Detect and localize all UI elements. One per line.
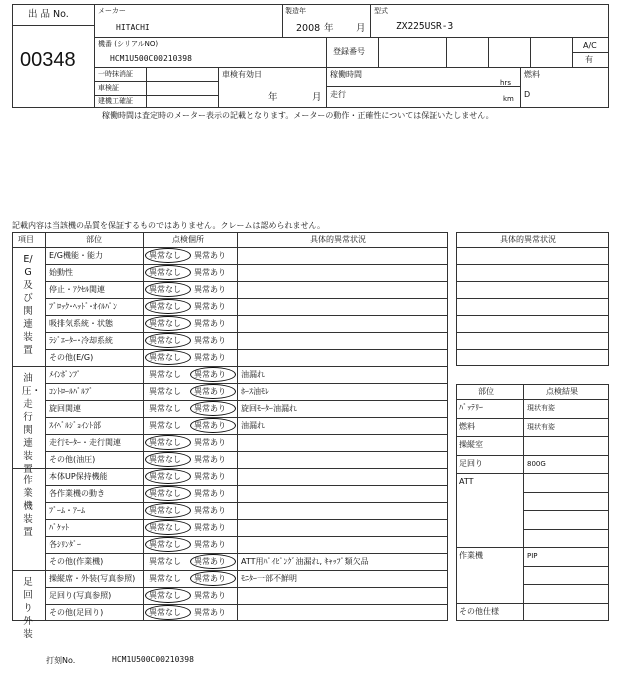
check-option-ok[interactable]: 異常なし xyxy=(149,455,181,464)
check-option-ok[interactable]: 異常なし xyxy=(149,387,181,396)
check-option-ok[interactable]: 異常なし xyxy=(149,540,181,549)
maker-value: HITACHI xyxy=(116,23,150,32)
table-row-part: その他(足回り) xyxy=(49,608,104,617)
table-row-part: ﾊﾞｹｯﾄ xyxy=(49,523,69,532)
check-option-ok[interactable]: 異常なし xyxy=(149,506,181,515)
group-label: 足回り外装 xyxy=(23,577,33,640)
check-option-ng[interactable]: 異常あり xyxy=(194,268,226,277)
valid-date-label: 車検有効日 xyxy=(222,70,262,79)
table-row-part: 各作業機の動き xyxy=(49,489,105,498)
check-option-ng[interactable]: 異常あり xyxy=(194,574,226,583)
ac-value: 有 xyxy=(585,55,593,64)
table-row-part: 本体UP保持機能 xyxy=(49,472,108,481)
check-option-ok[interactable]: 異常なし xyxy=(149,285,181,294)
serial-value: HCM1U500C00210398 xyxy=(110,54,192,63)
table-row-part: その他(油圧) xyxy=(49,455,96,464)
table-row-part: その他(作業機) xyxy=(49,557,104,566)
group-label: 油圧・走行関連装置 xyxy=(22,373,42,475)
check-option-ng[interactable]: 異常あり xyxy=(194,472,226,481)
check-option-ok[interactable]: 異常なし xyxy=(149,336,181,345)
side-row-result: 800G xyxy=(527,459,546,468)
maker-label: メーカー xyxy=(98,7,126,15)
valid-month-unit: 月 xyxy=(312,92,322,103)
travel-unit: km xyxy=(503,95,514,103)
check-option-ng[interactable]: 異常あり xyxy=(194,336,226,345)
check-option-ng[interactable]: 異常あり xyxy=(194,353,226,362)
stamp-value: HCM1U500C00210398 xyxy=(112,655,194,664)
check-option-ng[interactable]: 異常あり xyxy=(194,489,226,498)
table-row-part: ﾒｲﾝﾎﾟﾝﾌﾟ xyxy=(49,370,81,379)
table-row-part: ﾌﾞﾛｯｸ･ﾍｯﾄﾞ･ｵｲﾙﾊﾟﾝ xyxy=(49,302,117,311)
table-row-part: 走行ﾓｰﾀｰ・走行関連 xyxy=(49,438,121,447)
table-row-part: 操縦席・外装(写真参照) xyxy=(49,574,136,583)
side-row-part: その他仕様 xyxy=(459,606,499,616)
side-row-part: 作業機 xyxy=(459,551,483,560)
group-label: 作業機装置 xyxy=(23,475,33,538)
selected-circle xyxy=(190,367,236,382)
selected-circle xyxy=(145,435,191,450)
table-row-part: ｽｲﾍﾞﾙｼﾞｮｲﾝﾄ部 xyxy=(49,421,101,430)
side-row-part: 足回り xyxy=(459,458,483,468)
selected-circle xyxy=(145,537,191,552)
side-detail-header: 具体的異常状況 xyxy=(500,235,556,244)
table-row-part: 足回り(写真参照) xyxy=(49,591,112,600)
check-option-ng[interactable]: 異常あり xyxy=(194,404,226,413)
lot-label: 出 品 No. xyxy=(28,9,69,20)
table-row-detail: 旋回ﾓｰﾀｰ油漏れ xyxy=(241,404,297,413)
side-row-result: 現状有姿 xyxy=(527,422,555,431)
selected-circle xyxy=(145,503,191,518)
selected-circle xyxy=(145,469,191,484)
valid-year-unit: 年 xyxy=(268,92,278,103)
lot-number: 00348 xyxy=(20,49,76,71)
check-option-ok[interactable]: 異常なし xyxy=(149,472,181,481)
month-unit: 月 xyxy=(356,23,366,34)
check-option-ok[interactable]: 異常なし xyxy=(149,302,181,311)
table-row-part: 旋回関連 xyxy=(49,404,81,413)
header-detail: 具体的異常状況 xyxy=(310,235,366,244)
check-option-ng[interactable]: 異常あり xyxy=(194,251,226,260)
side-row-part: ATT xyxy=(459,477,474,486)
table-row-detail: 油漏れ xyxy=(241,421,265,430)
header-item: 項目 xyxy=(18,235,34,244)
table-row-part: 始動性 xyxy=(49,268,73,277)
check-option-ng[interactable]: 異常あり xyxy=(194,540,226,549)
table-row-part: E/G機能・能力 xyxy=(49,251,103,260)
model-label: 型式 xyxy=(374,7,388,15)
check-option-ok[interactable]: 異常なし xyxy=(149,574,181,583)
fuel-value: D xyxy=(524,90,531,99)
group-label: E/G及び関連装置 xyxy=(23,254,33,356)
table-row-part: ﾌﾞｰﾑ・ｱｰﾑ xyxy=(49,506,85,515)
selected-circle xyxy=(145,299,191,314)
check-option-ok[interactable]: 異常なし xyxy=(149,353,181,362)
table-row-detail: ATT用ﾊﾟｲﾋﾟﾝｸﾞ油漏れ, ｷｬｯﾌﾟ類欠品 xyxy=(241,557,369,566)
check-option-ng[interactable]: 異常あり xyxy=(194,438,226,447)
selected-circle xyxy=(190,418,236,433)
selected-circle xyxy=(145,605,191,620)
registration-label: 登録番号 xyxy=(333,47,365,56)
check-option-ng[interactable]: 異常あり xyxy=(194,455,226,464)
table-row-part: 各ｼﾘﾝﾀﾞｰ xyxy=(49,540,81,549)
table-row-part: その他(E/G) xyxy=(49,353,94,362)
table-row-part: ﾗｼﾞｴｰﾀｰ･冷却系統 xyxy=(49,336,113,345)
side-row-result: PIP xyxy=(527,552,538,560)
check-option-ng[interactable]: 異常あり xyxy=(194,302,226,311)
table-row-detail: ﾓﾆﾀｰ一部不鮮明 xyxy=(241,574,297,583)
side-row-result: 現状有姿 xyxy=(527,404,555,412)
selected-circle xyxy=(145,282,191,297)
year-value: 2008 xyxy=(296,23,321,34)
selected-circle xyxy=(190,384,236,399)
check-option-ng[interactable]: 異常あり xyxy=(194,319,226,328)
table-row-detail: 油漏れ xyxy=(241,370,265,379)
table-row-part: 吸排気系統・状態 xyxy=(49,319,113,328)
check-option-ok[interactable]: 異常なし xyxy=(149,251,181,260)
check-option-ng[interactable]: 異常あり xyxy=(194,608,226,617)
side-part-header: 部位 xyxy=(478,387,494,396)
check-option-ok[interactable]: 異常なし xyxy=(149,523,181,532)
fuel-label: 燃料 xyxy=(524,70,540,79)
header-part: 部位 xyxy=(86,235,102,244)
check-option-ok[interactable]: 異常なし xyxy=(149,268,181,277)
hours-disclaimer: 稼働時間は査定時のメーター表示の記載となります。メーターの動作・正確性については保証いたしません。 xyxy=(102,111,494,120)
year-label: 製造年 xyxy=(285,7,306,15)
inspection-label-1: 一時抹消証 xyxy=(98,70,133,78)
selected-circle xyxy=(145,265,191,280)
check-option-ng[interactable]: 異常あり xyxy=(194,523,226,532)
serial-label: 機番 (シリアルNO) xyxy=(98,40,159,48)
selected-circle xyxy=(145,452,191,467)
check-option-ng[interactable]: 異常あり xyxy=(194,506,226,515)
check-option-ok[interactable]: 異常なし xyxy=(149,557,181,566)
selected-circle xyxy=(190,571,236,586)
selected-circle xyxy=(145,248,191,263)
selected-circle xyxy=(145,316,191,331)
model-value: ZX225USR-3 xyxy=(396,21,454,32)
hours-unit: hrs xyxy=(500,79,511,87)
check-option-ng[interactable]: 異常あり xyxy=(194,557,226,566)
check-option-ng[interactable]: 異常あり xyxy=(194,285,226,294)
header-check: 点検個所 xyxy=(172,235,204,244)
side-row-part: 燃料 xyxy=(459,421,475,431)
side-row-part: ﾊﾞｯﾃﾘｰ xyxy=(459,403,483,412)
side-row-part: 操縦室 xyxy=(459,440,483,449)
inspection-label-3: 建機工確証 xyxy=(98,97,133,105)
year-unit: 年 xyxy=(324,23,334,34)
quality-disclaimer: 記載内容は当該機の品質を保証するものではありません。クレームは認められません。 xyxy=(12,221,325,230)
selected-circle xyxy=(145,333,191,348)
table-row-part: 停止・ｱｸｾﾙ関連 xyxy=(49,285,105,294)
check-option-ok[interactable]: 異常なし xyxy=(149,608,181,617)
ac-label: A/C xyxy=(583,41,597,50)
check-option-ok[interactable]: 異常なし xyxy=(149,438,181,447)
check-option-ok[interactable]: 異常なし xyxy=(149,319,181,328)
check-option-ok[interactable]: 異常なし xyxy=(149,591,181,600)
check-option-ok[interactable]: 異常なし xyxy=(149,370,181,379)
selected-circle xyxy=(190,554,236,569)
selected-circle xyxy=(145,588,191,603)
table-row-part: ｺﾝﾄﾛｰﾙﾊﾞﾙﾌﾞ xyxy=(49,387,93,396)
travel-label: 走行 xyxy=(330,90,346,99)
hours-label: 稼働時間 xyxy=(330,70,362,79)
selected-circle xyxy=(145,520,191,535)
check-option-ng[interactable]: 異常あり xyxy=(194,370,226,379)
check-option-ok[interactable]: 異常なし xyxy=(149,421,181,430)
selected-circle xyxy=(190,401,236,416)
side-result-header: 点検結果 xyxy=(546,387,578,396)
inspection-label-2: 車検証 xyxy=(98,84,119,92)
selected-circle xyxy=(145,350,191,365)
check-option-ok[interactable]: 異常なし xyxy=(149,404,181,413)
stamp-label: 打刻No. xyxy=(46,656,76,665)
check-option-ng[interactable]: 異常あり xyxy=(194,591,226,600)
table-row-detail: ﾎｰｽ油ﾓﾚ xyxy=(241,387,269,396)
check-option-ng[interactable]: 異常あり xyxy=(194,387,226,396)
selected-circle xyxy=(145,486,191,501)
check-option-ok[interactable]: 異常なし xyxy=(149,489,181,498)
check-option-ng[interactable]: 異常あり xyxy=(194,421,226,430)
